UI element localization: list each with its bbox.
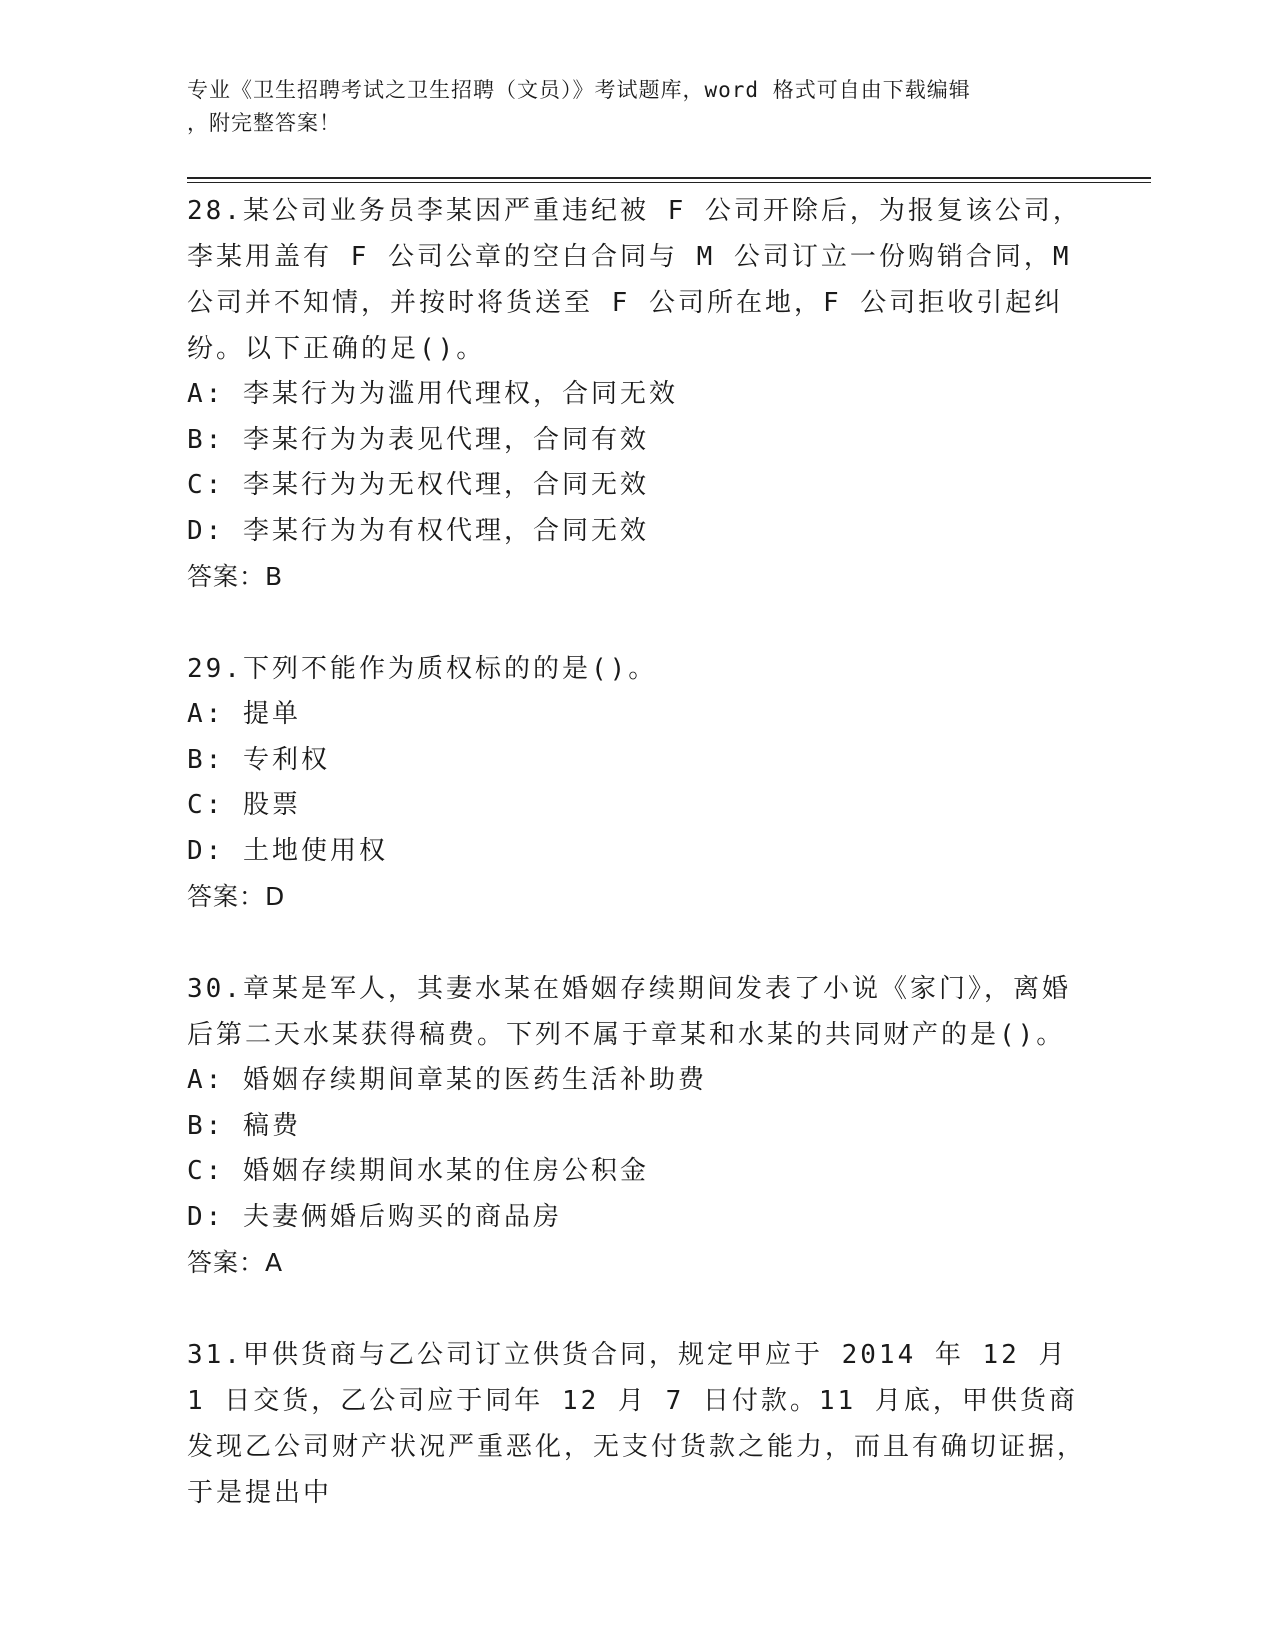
option-a: A: 提单 [187,699,301,729]
answer: 答案：D [187,882,286,911]
option-c: C: 股票 [187,790,301,820]
spacer [187,600,1097,646]
header-line-1: 专业《卫生招聘考试之卫生招聘（文员）》考试题库，word 格式可自由下载编辑 [187,78,971,102]
question-text: 31.甲供货商与乙公司订立供货合同，规定甲应于 2014 年 12 月 1 日交货，乙公司应于同年 12 月 7 日付款。11 月底，甲供货商发现乙公司财产状况严重恶化，无支付货款之能力，而且有确切证据，于是提出中 [187,1340,1087,1508]
option-c: C: 李某行为为无权代理，合同无效 [187,470,649,500]
option-a: A: 李某行为为滥用代理权，合同无效 [187,379,678,409]
spacer [187,1286,1097,1332]
question-28 [187,188,1097,600]
header-line-2: ，附完整答案！ [187,111,341,135]
answer: 答案：B [187,562,284,591]
option-c: C: 婚姻存续期间水某的住房公积金 [187,1156,649,1186]
question-31 [187,1332,1097,1516]
option-d: D: 土地使用权 [187,835,388,866]
question-text: 29.下列不能作为质权标的的是()。 [187,654,658,684]
document-header [187,74,1067,140]
option-d: D: 夫妻俩婚后购买的商品房 [187,1201,562,1232]
spacer [187,920,1097,966]
question-text: 28.某公司业务员李某因严重违纪被 F 公司开除后，为报复该公司，李某用盖有 F 公司公章的空白合同与 M 公司订立一份购销合同，M 公司并不知情，并按时将货送至 F 公司所在地，F 公司拒收引起纠纷。以下正确的足()。 [187,196,1082,364]
header-rule-thick [187,177,1151,179]
option-b: B: 李某行为为表见代理，合同有效 [187,424,649,455]
option-d: D: 李某行为为有权代理，合同无效 [187,515,649,546]
option-b: B: 稿费 [187,1110,301,1141]
question-29 [187,646,1097,920]
question-text: 30.章某是军人，其妻水某在婚姻存续期间发表了小说《家门》，离婚后第二天水某获得稿费。下列不属于章某和水某的共同财产的是()。 [187,974,1071,1050]
option-a: A: 婚姻存续期间章某的医药生活补助费 [187,1065,707,1095]
option-b: B: 专利权 [187,744,330,775]
question-list [187,188,1097,1516]
answer: 答案：A [187,1248,284,1277]
header-rule-thin [187,182,1151,183]
question-30 [187,966,1097,1286]
